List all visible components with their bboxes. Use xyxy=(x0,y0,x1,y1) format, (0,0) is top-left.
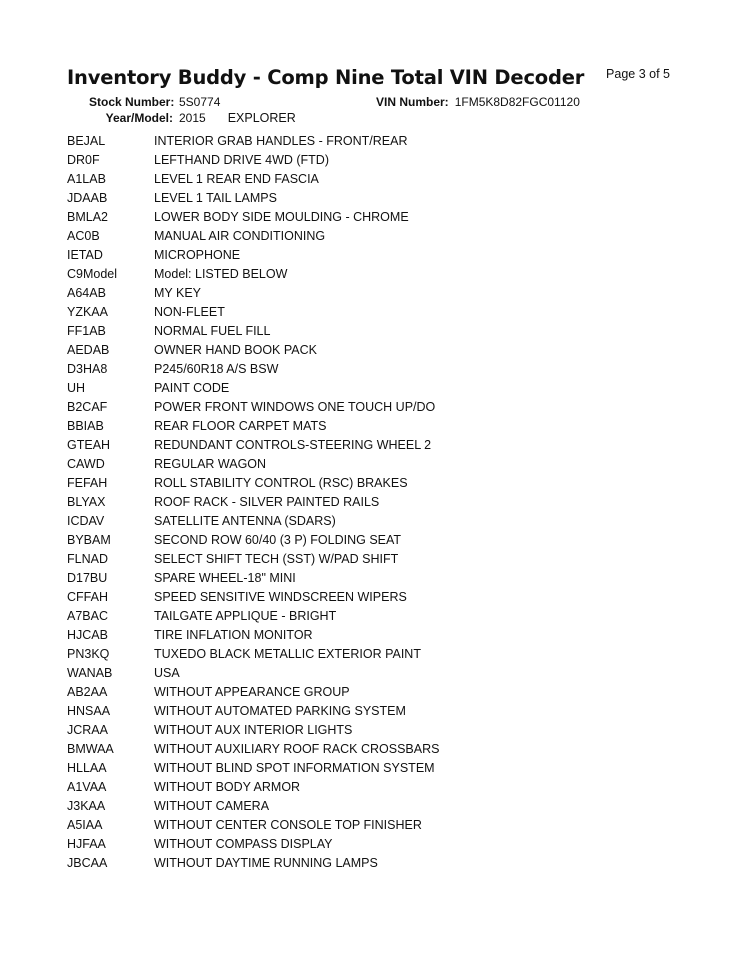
list-item xyxy=(67,740,439,759)
year-model-field xyxy=(89,111,296,125)
option-description: REDUNDANT CONTROLS-STEERING WHEEL 2 xyxy=(154,438,432,452)
option-code: JBCAA xyxy=(67,856,108,870)
list-item xyxy=(67,778,439,797)
document-title: Inventory Buddy - Comp Nine Total VIN Decoder xyxy=(67,66,585,89)
option-description: WITHOUT AUTOMATED PARKING SYSTEM xyxy=(154,704,406,718)
option-code: YZKAA xyxy=(67,305,108,319)
list-item xyxy=(67,835,439,854)
option-description: WITHOUT BODY ARMOR xyxy=(154,780,301,794)
list-item xyxy=(67,512,439,531)
list-item xyxy=(67,493,439,512)
option-description: MICROPHONE xyxy=(154,248,241,262)
list-item xyxy=(67,759,439,778)
option-code: A5IAA xyxy=(67,818,103,832)
list-item xyxy=(67,664,439,683)
option-code: FF1AB xyxy=(67,324,106,338)
list-item xyxy=(67,132,439,151)
option-code: HNSAA xyxy=(67,704,111,718)
list-item xyxy=(67,550,439,569)
option-description: REAR FLOOR CARPET MATS xyxy=(154,419,327,433)
option-description: REGULAR WAGON xyxy=(154,457,267,471)
option-description: WITHOUT AUXILIARY ROOF RACK CROSSBARS xyxy=(154,742,440,756)
option-description: SATELLITE ANTENNA (SDARS) xyxy=(154,514,336,528)
option-description: TIRE INFLATION MONITOR xyxy=(154,628,313,642)
option-code: JCRAA xyxy=(67,723,108,737)
option-description: P245/60R18 A/S BSW xyxy=(154,362,279,376)
option-description: ROLL STABILITY CONTROL (RSC) BRAKES xyxy=(154,476,408,490)
option-description: MY KEY xyxy=(154,286,202,300)
option-description: PAINT CODE xyxy=(154,381,230,395)
option-code: BBIAB xyxy=(67,419,104,433)
list-item xyxy=(67,455,439,474)
option-description: WITHOUT CENTER CONSOLE TOP FINISHER xyxy=(154,818,422,832)
option-code: J3KAA xyxy=(67,799,106,813)
option-code: WANAB xyxy=(67,666,113,680)
option-description: TAILGATE APPLIQUE - BRIGHT xyxy=(154,609,337,623)
list-item xyxy=(67,797,439,816)
option-description: MANUAL AIR CONDITIONING xyxy=(154,229,326,243)
list-item xyxy=(67,208,439,227)
vin-number-label: VIN Number: xyxy=(376,95,449,109)
list-item xyxy=(67,626,439,645)
option-description: WITHOUT AUX INTERIOR LIGHTS xyxy=(154,723,353,737)
option-description: LEVEL 1 REAR END FASCIA xyxy=(154,172,319,186)
option-description: SPEED SENSITIVE WINDSCREEN WIPERS xyxy=(154,590,407,604)
option-code: GTEAH xyxy=(67,438,111,452)
list-item xyxy=(67,360,439,379)
stock-number-value: 5S0774 xyxy=(179,95,221,109)
option-code: A7BAC xyxy=(67,609,108,623)
option-code: JDAAB xyxy=(67,191,108,205)
option-code: BMWAA xyxy=(67,742,114,756)
option-description: ROOF RACK - SILVER PAINTED RAILS xyxy=(154,495,380,509)
option-code: HLLAA xyxy=(67,761,107,775)
list-item xyxy=(67,474,439,493)
option-description: NON-FLEET xyxy=(154,305,225,319)
option-description: USA xyxy=(154,666,180,680)
option-code: AEDAB xyxy=(67,343,110,357)
list-item xyxy=(67,607,439,626)
option-code: A1LAB xyxy=(67,172,106,186)
list-item xyxy=(67,265,439,284)
list-item xyxy=(67,170,439,189)
option-code: A1VAA xyxy=(67,780,107,794)
option-description: WITHOUT DAYTIME RUNNING LAMPS xyxy=(154,856,378,870)
list-item xyxy=(67,379,439,398)
option-description: SELECT SHIFT TECH (SST) W/PAD SHIFT xyxy=(154,552,399,566)
stock-number-label: Stock Number: xyxy=(89,95,175,109)
option-description: Model: LISTED BELOW xyxy=(154,267,288,281)
option-code: PN3KQ xyxy=(67,647,110,661)
option-code: B2CAF xyxy=(67,400,108,414)
page-indicator: Page 3 of 5 xyxy=(606,67,670,81)
list-item xyxy=(67,398,439,417)
option-code: DR0F xyxy=(67,153,100,167)
option-description: WITHOUT CAMERA xyxy=(154,799,270,813)
list-item xyxy=(67,284,439,303)
option-description: INTERIOR GRAB HANDLES - FRONT/REAR xyxy=(154,134,408,148)
list-item xyxy=(67,702,439,721)
option-description: LEFTHAND DRIVE 4WD (FTD) xyxy=(154,153,329,167)
vin-number-value: 1FM5K8D82FGC01120 xyxy=(454,95,580,109)
vin-number-field xyxy=(376,95,580,109)
option-description: LEVEL 1 TAIL LAMPS xyxy=(154,191,277,205)
list-item xyxy=(67,322,439,341)
option-code: BLYAX xyxy=(67,495,106,509)
option-description: NORMAL FUEL FILL xyxy=(154,324,271,338)
option-code: D17BU xyxy=(67,571,108,585)
option-code: FEFAH xyxy=(67,476,108,490)
list-item xyxy=(67,683,439,702)
list-item xyxy=(67,569,439,588)
list-item xyxy=(67,189,439,208)
list-item xyxy=(67,588,439,607)
option-code: C9Model xyxy=(67,267,118,281)
option-description: SPARE WHEEL-18" MINI xyxy=(154,571,296,585)
option-code: FLNAD xyxy=(67,552,108,566)
option-code: UH xyxy=(67,381,86,395)
year-value: 2015 xyxy=(179,111,206,125)
list-item xyxy=(67,436,439,455)
option-code: IETAD xyxy=(67,248,103,262)
option-code: CAWD xyxy=(67,457,105,471)
option-code: BYBAM xyxy=(67,533,111,547)
option-code: AB2AA xyxy=(67,685,108,699)
option-code: ICDAV xyxy=(67,514,105,528)
option-description: WITHOUT COMPASS DISPLAY xyxy=(154,837,333,851)
option-description: POWER FRONT WINDOWS ONE TOUCH UP/DO xyxy=(154,400,436,414)
list-item xyxy=(67,854,439,873)
option-code: A64AB xyxy=(67,286,106,300)
option-description: WITHOUT APPEARANCE GROUP xyxy=(154,685,350,699)
list-item xyxy=(67,303,439,322)
list-item xyxy=(67,645,439,664)
option-code: HJCAB xyxy=(67,628,108,642)
stock-number-field xyxy=(89,95,220,109)
year-model-label: Year/Model: xyxy=(105,111,173,125)
list-item xyxy=(67,816,439,835)
list-item xyxy=(67,417,439,436)
list-item xyxy=(67,341,439,360)
list-item xyxy=(67,721,439,740)
option-code: AC0B xyxy=(67,229,100,243)
option-code: HJFAA xyxy=(67,837,106,851)
option-description: TUXEDO BLACK METALLIC EXTERIOR PAINT xyxy=(154,647,421,661)
option-description: WITHOUT BLIND SPOT INFORMATION SYSTEM xyxy=(154,761,435,775)
option-code: CFFAH xyxy=(67,590,108,604)
model-value: EXPLORER xyxy=(227,111,296,125)
option-code-list xyxy=(67,132,439,873)
list-item xyxy=(67,151,439,170)
list-item xyxy=(67,227,439,246)
option-description: LOWER BODY SIDE MOULDING - CHROME xyxy=(154,210,409,224)
list-item xyxy=(67,531,439,550)
list-item xyxy=(67,246,439,265)
option-code: D3HA8 xyxy=(67,362,108,376)
option-code: BMLA2 xyxy=(67,210,108,224)
option-description: SECOND ROW 60/40 (3 P) FOLDING SEAT xyxy=(154,533,402,547)
option-description: OWNER HAND BOOK PACK xyxy=(154,343,317,357)
option-code: BEJAL xyxy=(67,134,106,148)
